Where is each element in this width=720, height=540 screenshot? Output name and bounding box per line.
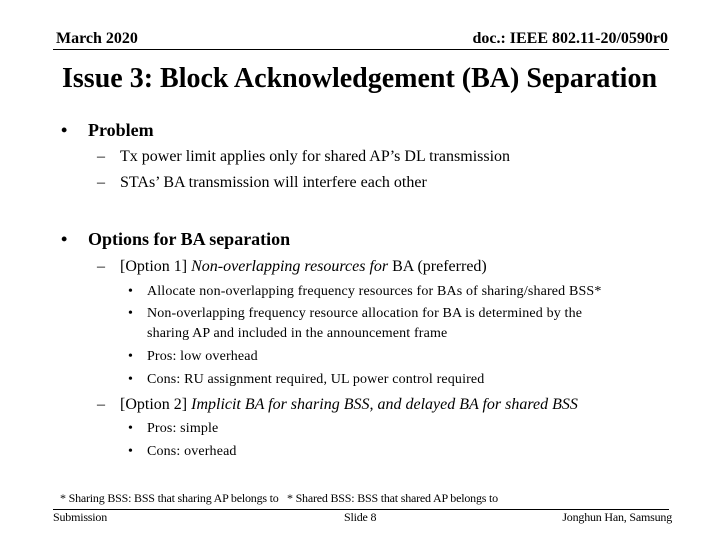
- bullet-marker: •: [128, 421, 134, 436]
- bullet-label: Problem: [88, 120, 154, 140]
- bullet-marker: •: [128, 284, 134, 299]
- option-1-suffix: BA (preferred): [392, 258, 487, 275]
- dash-marker: –: [97, 148, 105, 165]
- option-2-italic: Implicit BA for sharing BSS, and delayed BA for shared BSS: [191, 396, 578, 413]
- bullet-options: [61, 229, 291, 250]
- option-1-prefix: [Option 1]: [120, 258, 188, 275]
- option-2-item-text: Pros: simple: [147, 421, 219, 436]
- option-1-italic: Non-overlapping resources for: [191, 258, 389, 275]
- bullet-label: Options for BA separation: [88, 229, 291, 249]
- dash-marker: –: [97, 258, 105, 275]
- footer-author: Jonghun Han, Samsung: [562, 510, 672, 524]
- option-2-item: [128, 442, 237, 462]
- dash-marker: –: [97, 174, 105, 191]
- sub-bullet-text: STAs’ BA transmission will interfere each other: [120, 174, 427, 191]
- bullet-marker: •: [61, 229, 68, 249]
- header-doc-id: doc.: IEEE 802.11-20/0590r0: [472, 30, 668, 47]
- option-1-item: [128, 347, 258, 367]
- option-1-item-text: Cons: RU assignment required, UL power control required: [147, 372, 485, 387]
- option-2-item-text: Cons: overhead: [147, 444, 237, 459]
- option-1-item: [128, 282, 602, 302]
- option-1-item-text-cont: sharing AP and included in the announcement frame: [147, 326, 448, 341]
- dash-marker: –: [97, 396, 105, 413]
- header-divider: [53, 49, 669, 50]
- footnote: * Sharing BSS: BSS that sharing AP belongs to * Shared BSS: BSS that shared AP belongs to: [60, 491, 498, 505]
- sub-bullet: [97, 174, 427, 192]
- footer-slide-number: Slide 8: [344, 510, 377, 524]
- sub-bullet: [97, 148, 511, 166]
- option-1-item: [128, 304, 583, 344]
- option-1-item-text: Allocate non-overlapping frequency resources for BAs of sharing/shared BSS*: [147, 284, 602, 299]
- option-1-item-text: Non-overlapping frequency resource allocation for BA is determined by the: [147, 306, 583, 321]
- option-1-item: [128, 370, 485, 390]
- bullet-marker: •: [128, 444, 134, 459]
- sub-bullet-text: Tx power limit applies only for shared AP’s DL transmission: [120, 148, 511, 165]
- slide-title: Issue 3: Block Acknowledgement (BA) Separation: [62, 63, 658, 94]
- option-2-prefix: [Option 2]: [120, 396, 188, 413]
- option-1-item-text: Pros: low overhead: [147, 349, 258, 364]
- bullet-marker: •: [128, 372, 134, 387]
- header-date: March 2020: [56, 30, 138, 47]
- footer-submission: Submission: [53, 510, 108, 524]
- bullet-marker: •: [128, 349, 134, 364]
- option-1: [97, 258, 487, 276]
- option-2-item: [128, 419, 219, 439]
- bullet-marker: •: [61, 120, 68, 140]
- bullet-marker: •: [128, 306, 134, 321]
- bullet-problem: [61, 120, 154, 141]
- option-2: [97, 396, 578, 414]
